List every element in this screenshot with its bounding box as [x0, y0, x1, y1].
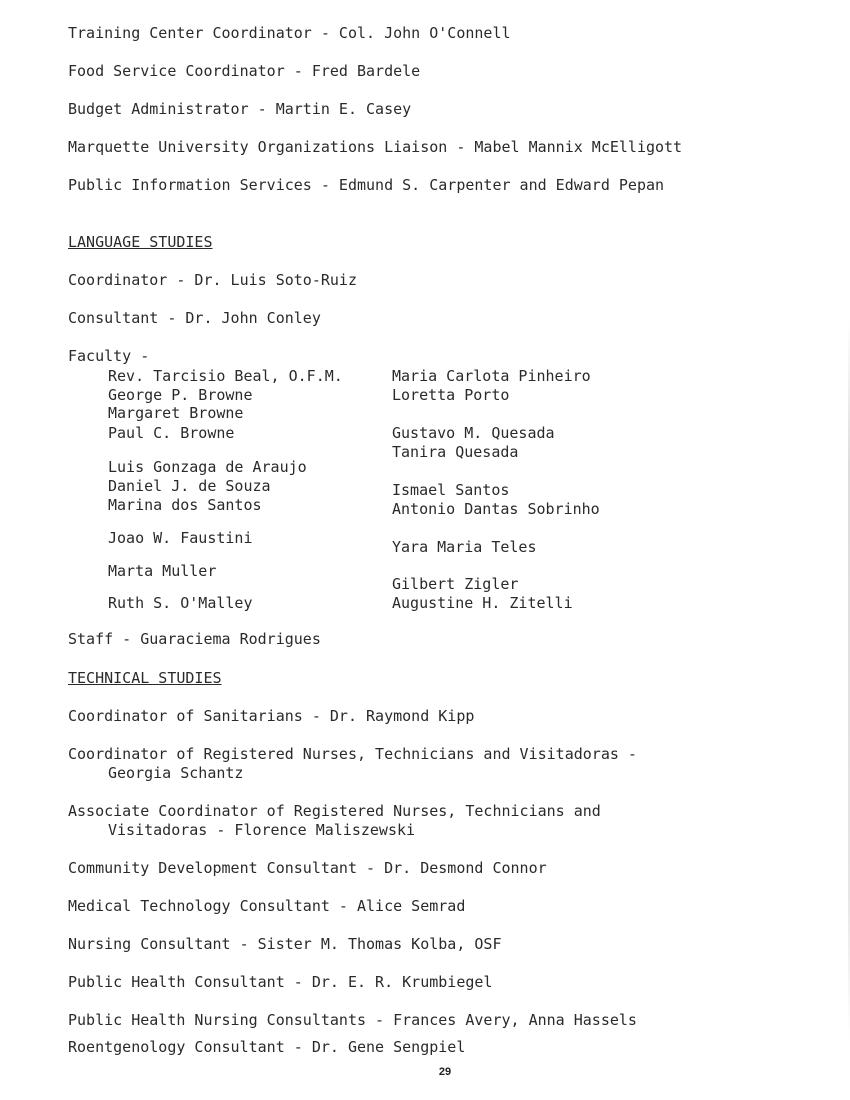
page-number: 29 [438, 1066, 452, 1078]
faculty-member: Luis Gonzaga de Araujo [108, 458, 307, 476]
university-liaison: Marquette University Organizations Liaison - Mabel Mannix McElligott [68, 138, 683, 156]
sanitarians-coordinator: Coordinator of Sanitarians - Dr. Raymond Kipp [68, 707, 475, 725]
medical-technology-consultant: Medical Technology Consultant - Alice Semrad [68, 897, 466, 915]
nurses-coordinator-line1: Coordinator of Registered Nurses, Technicians and Visitadoras - [68, 745, 637, 763]
faculty-member: Loretta Porto [392, 386, 510, 404]
faculty-member: Gilbert Zigler [392, 575, 519, 593]
language-staff: Staff - Guaraciema Rodrigues [68, 630, 321, 648]
public-health-nursing-consultants: Public Health Nursing Consultants - Frances Avery, Anna Hassels [68, 1011, 637, 1029]
faculty-member: Gustavo M. Quesada [392, 424, 555, 442]
faculty-label: Faculty - [68, 347, 150, 365]
associate-coordinator-line2: Visitadoras - Florence Maliszewski [108, 821, 416, 839]
faculty-member: Tanira Quesada [392, 443, 519, 461]
faculty-member: Paul C. Browne [108, 424, 235, 442]
faculty-member: Ismael Santos [392, 481, 510, 499]
nursing-consultant: Nursing Consultant - Sister M. Thomas Kolba, OSF [68, 935, 502, 953]
budget-administrator: Budget Administrator - Martin E. Casey [68, 100, 412, 118]
technical-studies-heading: TECHNICAL STUDIES [68, 669, 222, 687]
language-studies-heading: LANGUAGE STUDIES [68, 233, 213, 251]
faculty-member: Daniel J. de Souza [108, 477, 271, 495]
community-development-consultant: Community Development Consultant - Dr. Desmond Connor [68, 859, 547, 877]
training-center-coordinator: Training Center Coordinator - Col. John O'Connell [68, 24, 511, 42]
faculty-member: Rev. Tarcisio Beal, O.F.M. [108, 367, 343, 385]
faculty-member: Yara Maria Teles [392, 538, 537, 556]
language-consultant: Consultant - Dr. John Conley [68, 309, 321, 327]
faculty-member: Joao W. Faustini [108, 529, 253, 547]
public-information-services: Public Information Services - Edmund S. Carpenter and Edward Pepan [68, 176, 665, 194]
faculty-member: Augustine H. Zitelli [392, 594, 573, 612]
faculty-member: Marta Muller [108, 562, 217, 580]
faculty-member: Maria Carlota Pinheiro [392, 367, 591, 385]
faculty-member: Ruth S. O'Malley [108, 594, 253, 612]
nurses-coordinator-line2: Georgia Schantz [108, 764, 244, 782]
language-coordinator: Coordinator - Dr. Luis Soto-Ruiz [68, 271, 357, 289]
faculty-member: Marina dos Santos [108, 496, 262, 514]
roentgenology-consultant: Roentgenology Consultant - Dr. Gene Sengpiel [68, 1038, 466, 1056]
faculty-member: Antonio Dantas Sobrinho [392, 500, 600, 518]
faculty-member: George P. Browne [108, 386, 253, 404]
faculty-member: Margaret Browne [108, 404, 244, 422]
associate-coordinator-line1: Associate Coordinator of Registered Nurses, Technicians and [68, 802, 601, 820]
public-health-consultant: Public Health Consultant - Dr. E. R. Krumbiegel [68, 973, 493, 991]
food-service-coordinator: Food Service Coordinator - Fred Bardele [68, 62, 421, 80]
